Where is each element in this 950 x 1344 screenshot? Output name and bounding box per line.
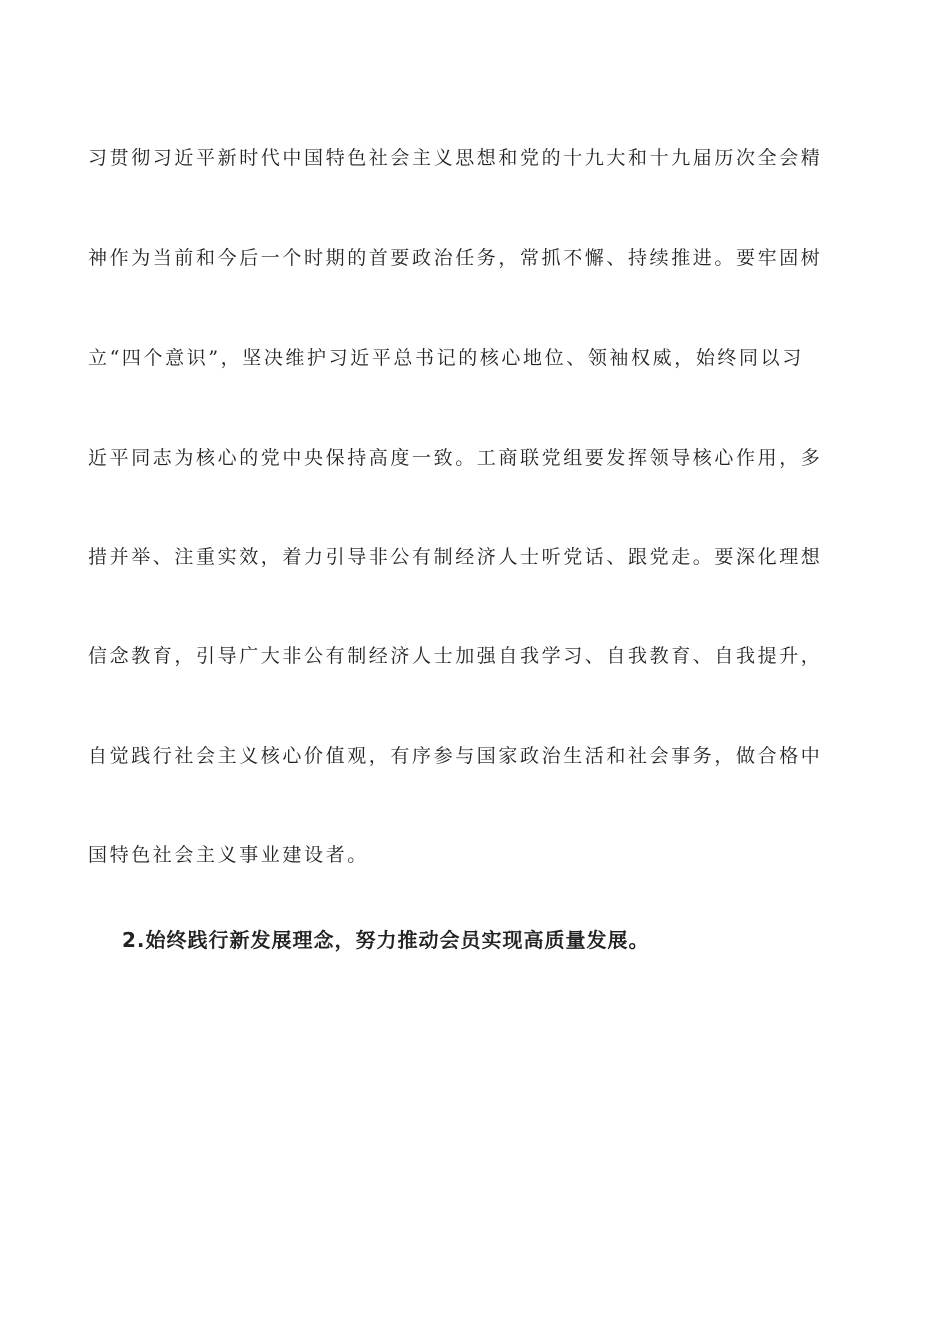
- paragraph-line: 习贯彻习近平新时代中国特色社会主义思想和党的十九大和十九届历次全会精: [88, 147, 823, 169]
- paragraph-line: 自觉践行社会主义核心价值观，有序参与国家政治生活和社会事务，做合格中: [88, 745, 823, 767]
- paragraph-line: 信念教育，引导广大非公有制经济人士加强自我学习、自我教育、自我提升，: [88, 645, 823, 667]
- paragraph-line: 近平同志为核心的党中央保持高度一致。工商联党组要发挥领导核心作用，多: [88, 447, 823, 469]
- paragraph-line: 立“四个意识”，坚决维护习近平总书记的核心地位、领袖权威，始终同以习: [88, 347, 804, 369]
- paragraph-line: 神作为当前和今后一个时期的首要政治任务，常抓不懈、持续推进。要牢固树: [88, 247, 823, 269]
- paragraph-line: 措并举、注重实效，着力引导非公有制经济人士听党话、跟党走。要深化理想: [88, 546, 823, 568]
- paragraph-line: 国特色社会主义事业建设者。: [88, 844, 369, 866]
- section-heading: 2.始终践行新发展理念，努力推动会员实现高质量发展。: [122, 928, 650, 952]
